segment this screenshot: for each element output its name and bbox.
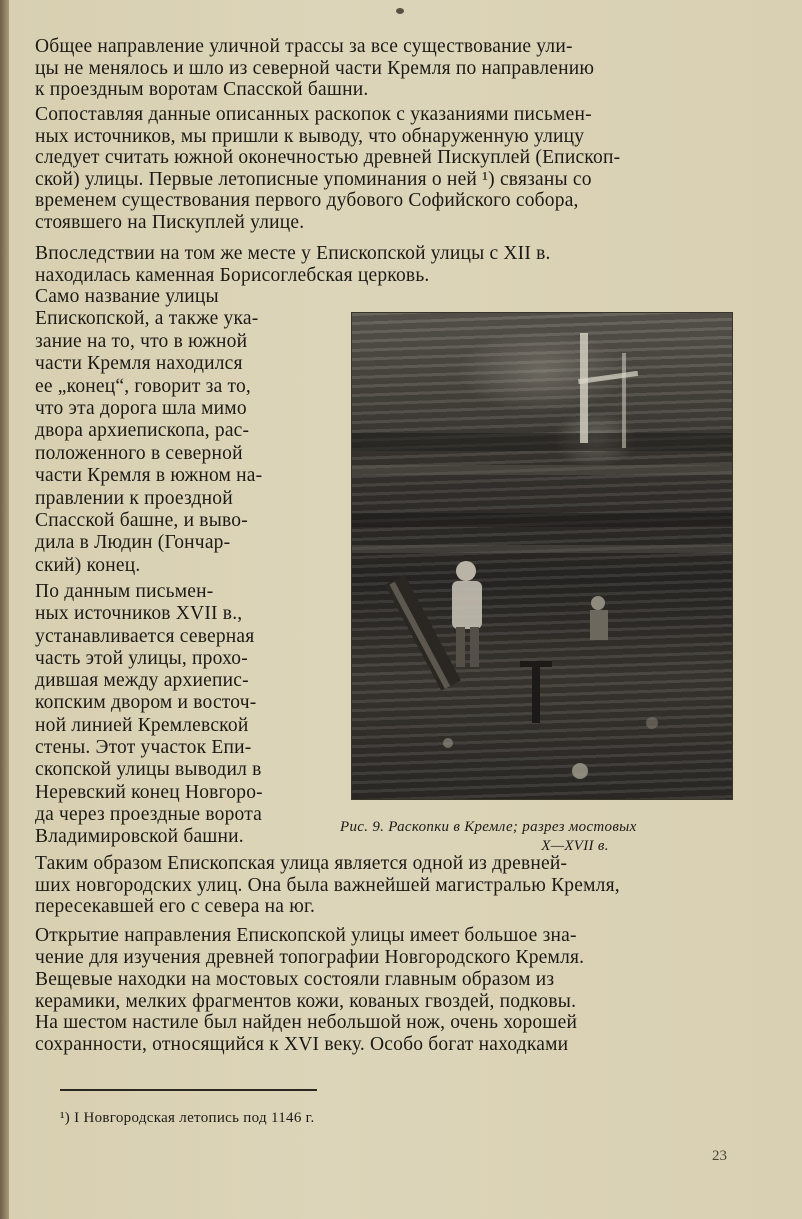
paragraph-street-name: Само название улицы Епископской, а также ука- зание на то, что в южной части Кремля находился ее „конец“, говорит за то, что эта дорога шла мимо двора архиепископа, рас- положенного в северной части Кремля в южном на- правлении к проездной Спасской башне, и выво- дила в Людин (Гончар- ский) конец. [35,286,263,576]
footnote: ¹) I Новгородская летопись под 1146 г. [60,1110,315,1126]
paragraph-church: Впоследствии на том же месте у Епископской улицы с XII в. находилась каменная Борисоглебская церковь. [35,243,551,286]
page-binding-edge [0,0,9,1219]
page-number: 23 [712,1148,727,1164]
paragraph-conclusion: Таким образом Епископская улица является одной из древней- ших новгородских улиц. Она была важнейшей магистралью Кремля, пересекавшей его с севера на юг. [35,853,620,917]
figure-caption-line-1: Рис. 9. Раскопки в Кремле; разрез мостовых [340,819,637,835]
paragraph-finds: Вещевые находки на мостовых состояли главным образом из керамики, мелких фрагментов кожи, кованых гвоздей, подковы. На шестом настиле был найден небольшой нож, очень хорошей сохранности, относящийся к XVI веку. Особо богат находками [35,969,578,1055]
figure-caption [340,818,750,856]
paragraph-written-sources: По данным письмен- ных источников XVII в., устанавливается северная часть этой улицы, прохо- дившая между архиепис- копским двором и восточ- ной линией Кремлевской стены. Этот участок Епи- скопской улицы выводил в Неревский конец Новгоро- да через проездные ворота Владимировской башни. [35,581,263,848]
ink-spot [396,8,404,14]
paragraph-piskupley-street: Сопоставляя данные описанных раскопок с указаниями письмен- ных источников, мы пришли к выводу, что обнаруженную улицу следует считать южной оконечностью древней Пискуплей (Епископ- ской) улицы. Первые летописные упоминания о ней ¹) связаны со временем существования первого дубового Софийского собора, стоявшего на Пискуплей улице. [35,104,621,233]
footnote-divider [60,1089,317,1091]
figure-caption-line-2: X—XVII в. [541,838,609,854]
paragraph-topography: Открытие направления Епископской улицы имеет большое зна- чение для изучения древней топографии Новгородского Кремля. [35,925,585,968]
excavation-photo-drawing [352,313,732,799]
paragraph-street-direction: Общее направление уличной трассы за все существование ули- цы не менялось и шло из северной части Кремля по направлению к проездным воротам Спасской башни. [35,36,595,100]
excavation-photo [351,312,733,800]
